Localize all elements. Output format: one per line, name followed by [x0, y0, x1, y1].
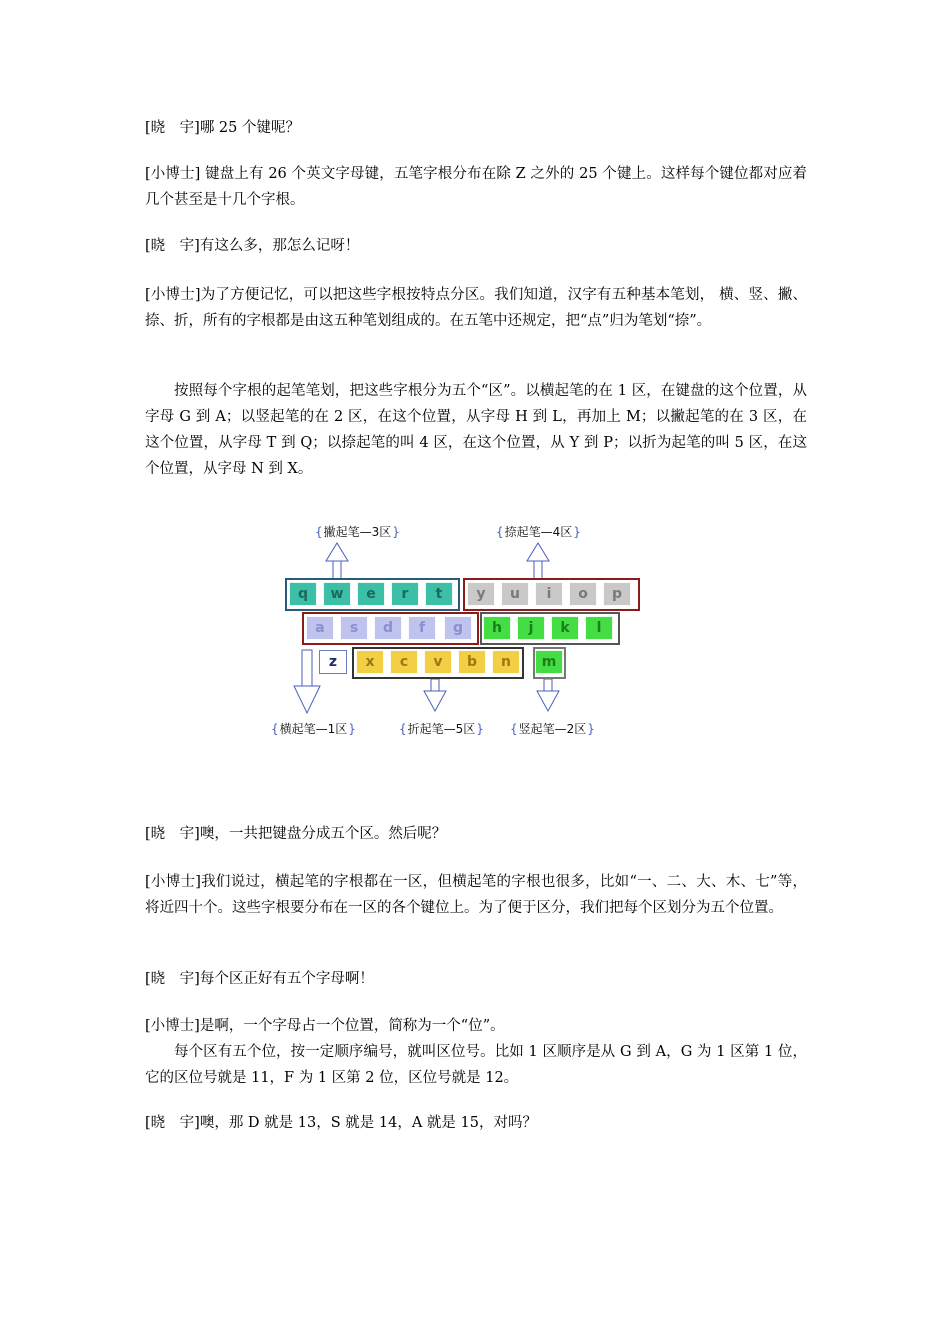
- key-c: c: [390, 650, 418, 674]
- key-o: o: [569, 582, 597, 606]
- arrow-down-zone5-icon: [424, 679, 446, 711]
- arrow-down-zone2-icon: [537, 679, 559, 711]
- dialogue-xiaoyu-4: [晓 宇]每个区正好有五个字母啊！: [145, 971, 374, 987]
- key-m: m: [535, 650, 563, 674]
- key-i: i: [535, 582, 563, 606]
- key-f: f: [408, 616, 436, 640]
- key-u: u: [501, 582, 529, 606]
- explanation-zones: 按照每个字根的起笔笔划，把这些字根分为五个“区”。以横起笔的在 1 区，在键盘的这个位置，从字母 G 到 A；以竖起笔的在 2 区，在这个位置，从字母 H 到 L，再加上 M；以撇起笔的在 3 区，在这个位置，从字母 T 到 Q；以捺起笔的叫 4 区，在这个位置，从 Y 到 P；以折为起笔的叫 5 区，在这个位置，从字母 N 到 X。: [145, 383, 807, 477]
- key-d: d: [374, 616, 402, 640]
- key-q: q: [289, 582, 317, 606]
- label-zone1: { 横起笔—1区 }: [268, 720, 359, 737]
- dialogue-doctor-2: [小博士]为了方便记忆，可以把这些字根按特点分区。我们知道，汉字有五种基本笔划， 横、竖、撇、捺、折，所有的字根都是由这五种笔划组成的。在五笔中还规定，把“点”归为笔划“捺”。: [145, 287, 807, 329]
- label-zone3: { 撇起笔—3区 }: [312, 523, 403, 540]
- dialogue-xiaoyu-5: [晓 宇]噢，那 D 就是 13，S 就是 14，A 就是 15，对吗？: [145, 1115, 537, 1131]
- label-zone4: { 捺起笔—4区 }: [493, 523, 584, 540]
- key-r: r: [391, 582, 419, 606]
- key-b: b: [458, 650, 486, 674]
- key-j: j: [517, 616, 545, 640]
- dialogue-doctor-3: [小博士]我们说过，横起笔的字根都在一区，但横起笔的字根也很多，比如“一、二、大、木、七”等，将近四十个。这些字根要分布在一区的各个键位上。为了便于区分，我们把每个区划分为五个位置。: [145, 874, 807, 916]
- dialogue-xiaoyu-2: [晓 宇]有这么多，那怎么记呀！: [145, 238, 360, 254]
- key-t: t: [425, 582, 453, 606]
- key-l: l: [585, 616, 613, 640]
- dialogue-xiaoyu-1: [晓 宇]哪 25 个键呢？: [145, 120, 300, 136]
- key-z: z: [319, 650, 347, 674]
- key-w: w: [323, 582, 351, 606]
- arrow-up-zone3-icon: [326, 543, 348, 579]
- label-zone5: { 折起笔—5区 }: [396, 720, 487, 737]
- arrow-down-zone1-icon: [294, 650, 320, 713]
- key-k: k: [551, 616, 579, 640]
- arrow-up-zone4-icon: [527, 543, 549, 579]
- label-zone2: { 竖起笔—2区 }: [507, 720, 598, 737]
- key-g: g: [444, 616, 472, 640]
- key-a: a: [306, 616, 334, 640]
- key-h: h: [483, 616, 511, 640]
- key-n: n: [492, 650, 520, 674]
- key-y: y: [467, 582, 495, 606]
- key-p: p: [603, 582, 631, 606]
- key-x: x: [356, 650, 384, 674]
- dialogue-xiaoyu-3: [晓 宇]噢，一共把键盘分成五个区。然后呢？: [145, 826, 447, 842]
- key-s: s: [340, 616, 368, 640]
- dialogue-doctor-4: [小博士]是啊，一个字母占一个位置，简称为一个“位”。: [145, 1018, 505, 1034]
- explanation-position-code: 每个区有五个位，按一定顺序编号，就叫区位号。比如 1 区顺序是从 G 到 A，G 为 1 区第 1 位，它的区位号就是 11，F 为 1 区第 2 位，区位号就是 12。: [145, 1044, 807, 1086]
- wubi-zone-diagram: [260, 515, 650, 745]
- dialogue-doctor-1: [小博士] 键盘上有 26 个英文字母键，五笔字根分布在除 Z 之外的 25 个键上。这样每个键位都对应着几个甚至是十几个字根。: [145, 166, 807, 208]
- key-v: v: [424, 650, 452, 674]
- key-e: e: [357, 582, 385, 606]
